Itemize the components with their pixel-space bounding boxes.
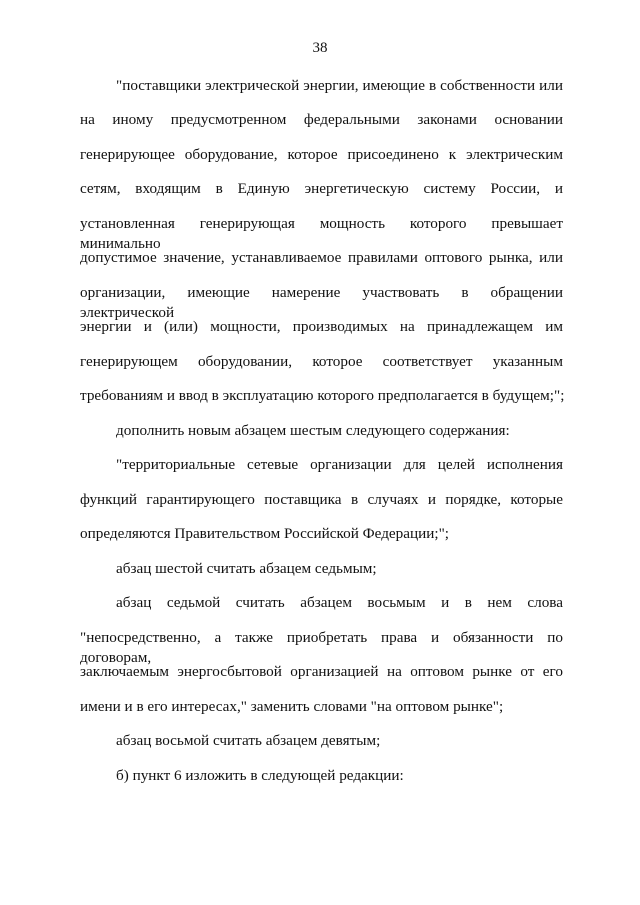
text-line: установленная генерирующая мощность которого превышает минимально bbox=[80, 215, 563, 252]
text-line: "территориальные сетевые организации для целей исполнения bbox=[116, 456, 563, 473]
text-line: б) пункт 6 изложить в следующей редакции: bbox=[116, 767, 404, 784]
text-line: сетям, входящим в Единую энергетическую систему России, и bbox=[80, 180, 563, 197]
text-line: "поставщики электрической энергии, имеющие в собственности или bbox=[116, 77, 563, 94]
text-line: генерирующем оборудовании, которое соответствует указанным bbox=[80, 353, 563, 370]
text-line: "непосредственно, а также приобретать права и обязанности по договорам, bbox=[80, 629, 563, 666]
text-line: абзац седьмой считать абзацем восьмым и в нем слова bbox=[116, 594, 563, 611]
text-line: дополнить новым абзацем шестым следующего содержания: bbox=[116, 422, 510, 439]
text-line: имени и в его интересах," заменить словами "на оптовом рынке"; bbox=[80, 698, 504, 715]
text-line: требованиям и ввод в эксплуатацию которого предполагается в будущем;"; bbox=[80, 387, 565, 404]
text-line: генерирующее оборудование, которое присоединено к электрическим bbox=[80, 146, 563, 163]
text-line: энергии и (или) мощности, производимых на принадлежащем им bbox=[80, 318, 563, 335]
text-line: абзац шестой считать абзацем седьмым; bbox=[116, 560, 377, 577]
text-line: определяются Правительством Российской Федерации;"; bbox=[80, 525, 450, 542]
text-line: абзац восьмой считать абзацем девятым; bbox=[116, 732, 381, 749]
page-number: 38 bbox=[312, 40, 328, 56]
text-line: заключаемым энергосбытовой организацией на оптовом рынке от его bbox=[80, 663, 563, 680]
text-line: допустимое значение, устанавливаемое правилами оптового рынка, или bbox=[80, 249, 563, 266]
text-line: организации, имеющие намерение участвовать в обращении электрической bbox=[80, 284, 563, 321]
text-line: на иному предусмотренном федеральными законами основании bbox=[80, 111, 563, 128]
text-line: функций гарантирующего поставщика в случаях и порядке, которые bbox=[80, 491, 563, 508]
